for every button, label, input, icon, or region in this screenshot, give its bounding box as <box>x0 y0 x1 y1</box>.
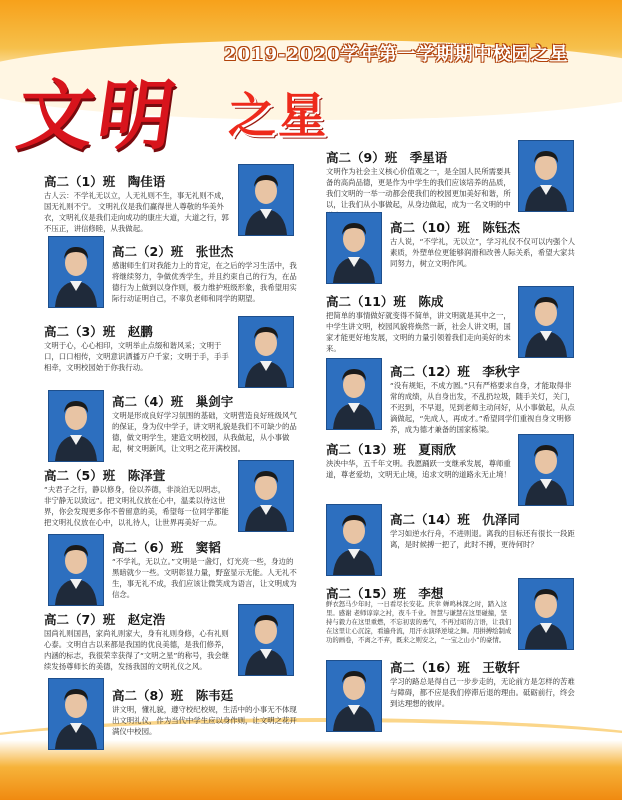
card-text: 文明作为社会主义核心价值观之一，是全国人民所需要具备的高尚品德，更是作为中学生的我们应该培养的品质，我们文明的一举一动都会使我们的校园更加美好和谐，所以，让我们从小事做起，从身边做起，成为一名文明的中 <box>326 167 511 209</box>
card-heading: 高二（10）班 陈钰杰 <box>390 220 520 235</box>
card-heading: 高二（2）班 张世杰 <box>112 244 234 259</box>
card-text: 泱泱中华，五千年文明。我愿踊跃一支继承发展，尊师重道，尊老爱幼，文明无止境，追求文明的道路永无止境！ <box>326 459 511 479</box>
card-text: 讲文明，懂礼貌，遵守校纪校规，生活中的小事无不体现出文明礼仪，作为当代中学生应以身作则，让文明之花开满仪中校园。 <box>112 705 297 736</box>
brand-sub-text: 之星 <box>228 88 329 144</box>
student-photo <box>518 434 574 506</box>
card-heading: 高二（6）班 窦韬 <box>112 540 221 555</box>
card-heading: 高二（7）班 赵定浩 <box>44 612 166 627</box>
student-photo <box>518 140 574 212</box>
card-heading: 高二（16）班 王敬轩 <box>390 660 520 675</box>
student-photo <box>326 504 382 576</box>
card-text: “不学礼，无以立。”文明是一盏灯，灯光亮一些，身边的黑暗就少一些。文明彰显力量，野蛮显示无能。人无礼不生，事无礼不成，我们应该让微笑成为语言，让文明成为信念。 <box>112 557 297 599</box>
student-photo <box>518 286 574 358</box>
card-text: 把简单的事情做好就变得不简单，讲文明就是其中之一，中学生讲文明，校园风貌将焕然一新，社会人讲文明，国家才能更好地发展，文明的力量引领着我们走向美好的未来。 <box>326 311 511 353</box>
student-photo <box>326 212 382 284</box>
card-heading: 高二（8）班 陈韦廷 <box>112 688 234 703</box>
card-heading: 高二（13）班 夏雨欣 <box>326 442 456 457</box>
student-photo <box>238 604 294 676</box>
card-text: 古人说，“不学礼，无以立”，学习礼仪不仅可以内强个人素质，外塑单位更能够润滑和改善人际关系，希望大家共同努力，树立文明作风。 <box>390 237 576 268</box>
card-text: 文明于心，心心相印，文明举止点缀和谐风采；文明于口，口口相传，文明意识洒播万户千家；文明于手，手手相牵，文明校园始于你我行动。 <box>44 341 229 372</box>
brand-logo <box>11 71 329 160</box>
card-text: 古人云：不学礼无以立，人无礼则不生，事无礼则不成，国无礼则不宁。 文明礼仪是我们赢得世人尊敬的华美外衣，文明礼仪是我们走向成功的康庄大道，大道之行，郭不压正，讲信修睦，从我做起。 <box>44 191 229 233</box>
card-text: 学习的路总是得自己一步步走的，无论前方是怎样的苦难与障碍，都不应是我们停滞后退的理由。砥砺前行，终会到达理想的彼岸。 <box>390 677 575 708</box>
student-photo <box>326 358 382 430</box>
student-photo <box>48 534 104 606</box>
card-text: “没有规矩，不成方圆。”只有严格要求自身，才能取得非常的成绩，从自身出发，不乱扔垃圾，随手关灯，关门，不迟到，不早退，见到老师主动问好，从小事做起，从点滴做起，“先成人，再成才。”希望同学们重视自身文明修养，成为德才兼备的国家栋梁。 <box>390 381 575 434</box>
card-heading: 高二（14）班 仇泽同 <box>390 512 520 527</box>
card-text: “夫君子之行，静以修身，俭以养德，非淡泊无以明志，非宁静无以致远”。把文明礼仪放在心中，温柔以待这世界，你会发现更多你不曾留意的美，希望每一位同学都能把文明礼仪放在心中，以礼待人，让世界再美好一点。 <box>44 485 229 527</box>
card-text: 感谢师生们对我能力上的肯定，在之后的学习生活中，我将继续努力，争做优秀学生，并且约束自己的行为，在品德行为上做到以身作则，极力维护班级形象，我希望用实际行动证明自己，不辜负老师和同学的期望。 <box>112 261 297 303</box>
card-text: 学习如逆水行舟，不进则退。离我的目标还有很长一段距离，是时候搏一把了，此时不搏，更待何时？ <box>390 529 575 549</box>
card-heading: 高二（12）班 李秋宇 <box>390 364 520 379</box>
brand-main-text: 文明 <box>11 71 185 160</box>
student-photo <box>326 660 382 732</box>
card-heading: 高二（3）班 赵鹏 <box>44 324 153 339</box>
student-photo <box>48 236 104 308</box>
page-title: 2019-2020学年第一学期期中校园之星 <box>224 44 569 65</box>
card-heading: 高二（15）班 李想 <box>326 586 444 601</box>
student-photo <box>518 578 574 650</box>
card-heading: 高二（5）班 陈泽萱 <box>44 468 166 483</box>
student-photo <box>48 678 104 750</box>
card-text: 文明是形成良好学习氛围的基础，文明营造良好班级风气的保证，身为仪中学子，讲文明礼貌是我们不可缺少的品德，做文明学生，建造文明校园，从我做起，从小事做起，树文明新风，让文明之花开满校园。 <box>112 411 297 453</box>
student-photo <box>238 316 294 388</box>
card-heading: 高二（1）班 陶佳语 <box>44 174 166 189</box>
student-photo <box>48 390 104 462</box>
card-heading: 高二（11）班 陈成 <box>326 294 444 309</box>
card-heading: 高二（4）班 巢剑宇 <box>112 394 234 409</box>
card-text: 鲜衣怒马少年时，一日看尽长安花。庆幸 蝉鸣林深之时，踏入这里。感谢 老师谆谆之衬，夜斗千业。智慧与谦慧在这里碰撞，坚持与毅力在这里重燃，不忘初衷的勇气，不再过昭的言语，让我们在这里让心沉淀，看遍舟流，用汗水演绎逆境之舞。用拼搏绘制成功的画卷，不离之不弃，既来之则安之，“一宝之山小”的豪情。 <box>326 600 512 644</box>
student-photo <box>238 460 294 532</box>
card-text: 国尚礼则国昌，家尚礼则家大，身有礼则身修，心有礼则心泰。文明自古以来都是我国的优良美德，是我们修养，内涵的标志，我很荣幸获得了“文明之星”的称号，我会继续发扬尊师长的美德，发扬我国的文明礼仪之风。 <box>44 629 230 671</box>
student-photo <box>238 164 294 236</box>
card-heading: 高二（9）班 季星语 <box>326 150 448 165</box>
